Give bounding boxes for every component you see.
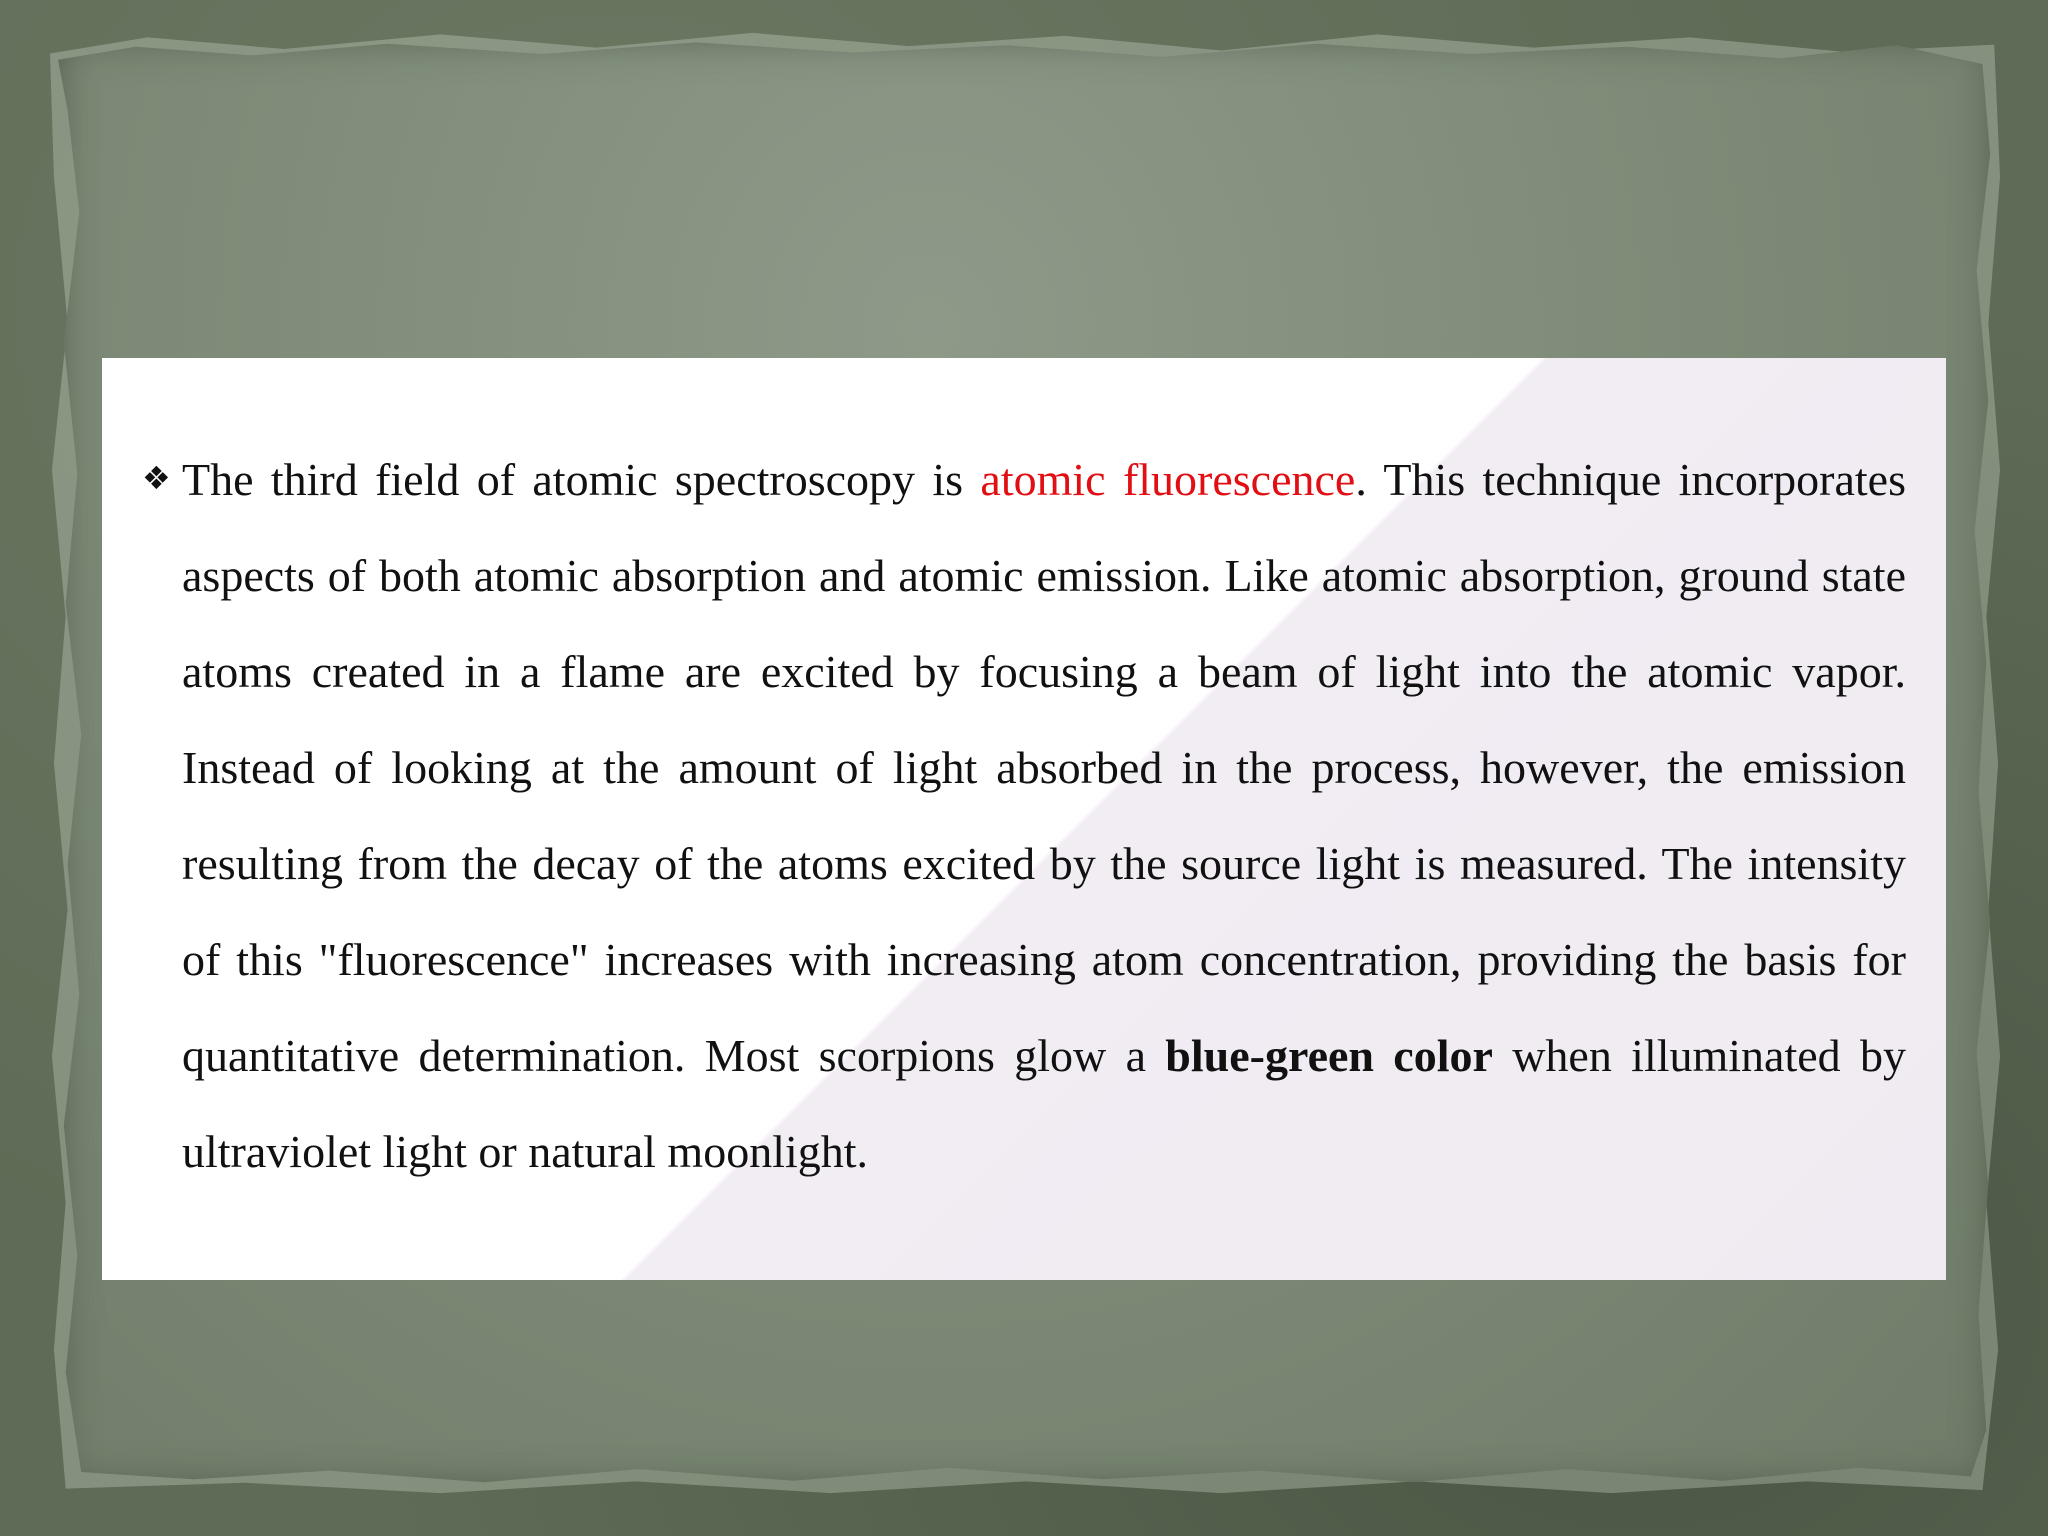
bullet-paragraph [142,430,1906,1200]
highlight-text: atomic fluorescence [980,454,1356,505]
diamond-bullet-icon: ❖ [142,459,171,497]
text-box [102,358,1946,1280]
bold-text: blue-green color [1165,1030,1493,1081]
paragraph-text-part2: . This technique incorporates aspects of both atomic absorption and atomic emission. Like atomic absorption, ground state atoms created in a flame are excited by focusing a beam of light into the atomic vapor. Instead of looking at the amount of light absorbed in the process, however, the emission resulting from the decay of the atoms excited by the source light is measured. The intensity of this "fluorescence" increases with increasing atom concentration, providing the basis for quantitative determination. Most scorpions glow a [182,454,1906,1081]
paragraph-text-part1: The third field of atomic spectroscopy is [182,454,981,505]
paragraph-text-part3: when illuminated by ultraviolet light or natural moonlight. [182,1030,1906,1177]
